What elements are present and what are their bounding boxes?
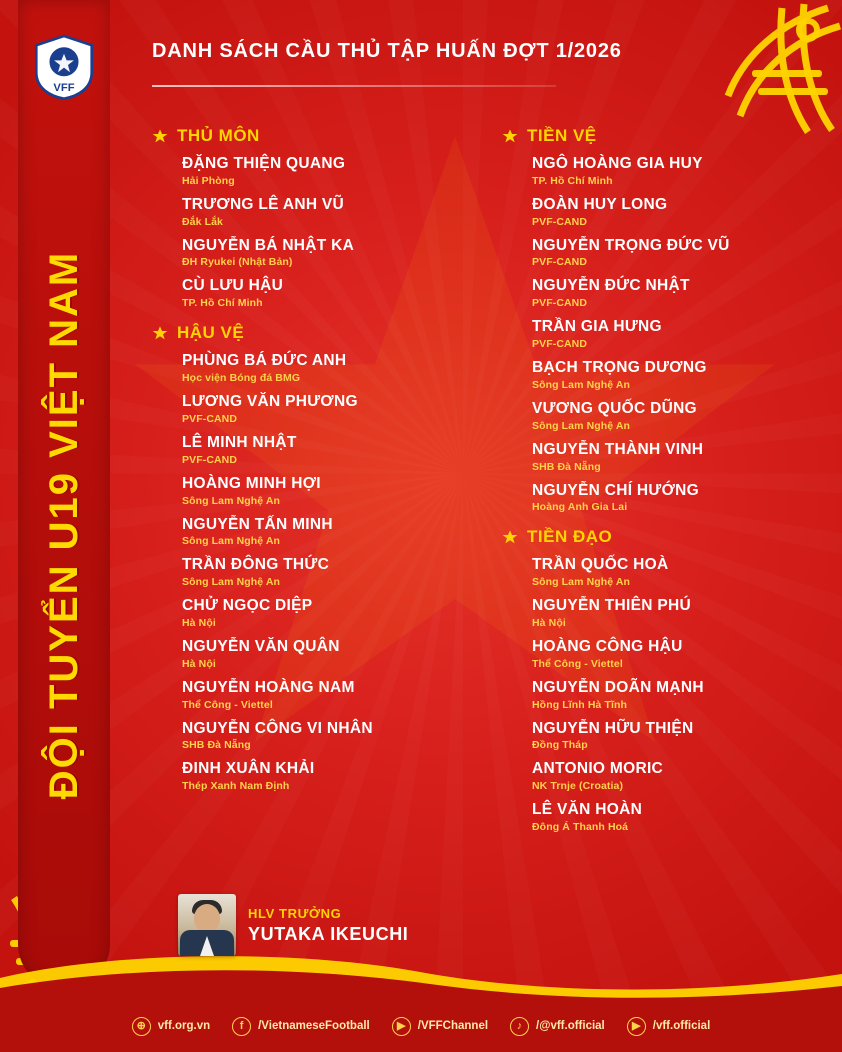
coach-role: HLV TRƯỞNG: [248, 905, 342, 921]
player-list: [152, 352, 452, 792]
globe-icon[interactable]: ⊕: [132, 1017, 151, 1036]
list-item: [182, 516, 452, 548]
footer-social-label: /VFFChannel: [417, 1020, 489, 1032]
player-name: TRẦN ĐÔNG THỨC: [182, 556, 330, 574]
list-item: [532, 277, 802, 309]
position-group-header: [502, 126, 802, 146]
footer-social-bar: [0, 1000, 842, 1052]
list-item: [532, 155, 802, 187]
player-name: NGUYỄN ĐỨC NHẬT: [532, 277, 690, 295]
player-name: LƯƠNG VĂN PHƯƠNG: [182, 393, 358, 411]
player-club: Sông Lam Nghệ An: [182, 535, 281, 548]
coach-avatar: [178, 894, 236, 956]
player-name: NGUYỄN DOÃN MẠNH: [532, 678, 704, 696]
youtube-icon[interactable]: ▶: [392, 1017, 411, 1036]
player-club: Hoàng Anh Gia Lai: [532, 501, 628, 514]
footer-social-item[interactable]: [510, 1017, 605, 1036]
list-item: [532, 441, 802, 473]
list-item: [182, 475, 452, 507]
player-name: NGUYỄN THIÊN PHÚ: [532, 597, 691, 615]
player-club: Đồng Tháp: [532, 739, 588, 752]
player-list: [152, 155, 452, 309]
column-right: [502, 126, 802, 847]
player-club: PVF-CAND: [532, 215, 588, 228]
avatar-head: [194, 904, 220, 932]
list-item: [532, 318, 802, 350]
player-club: Hồng Lĩnh Hà Tĩnh: [532, 698, 628, 711]
player-club: Đắk Lắk: [182, 215, 223, 228]
position-group-header: [152, 126, 452, 146]
vertical-team-title-text: ĐỘI TUYỂN U19 VIỆT NAM: [41, 250, 86, 800]
footer-social-label: vff.org.vn: [157, 1020, 211, 1032]
player-club: PVF-CAND: [532, 256, 588, 269]
player-name: NGUYỄN CHÍ HƯỚNG: [532, 481, 699, 499]
footer-social-item[interactable]: [392, 1017, 488, 1036]
column-left: [152, 126, 452, 847]
position-group: [502, 126, 802, 513]
player-club: SHB Đà Nẵng: [182, 739, 251, 752]
list-item: [182, 434, 452, 466]
list-item: [532, 359, 802, 391]
player-name: CÙ LƯU HẬU: [182, 277, 284, 295]
list-item: [532, 556, 802, 588]
player-name: NGUYỄN CÔNG VI NHÂN: [182, 719, 373, 737]
position-group-title: TIỀN ĐẠO: [527, 527, 613, 547]
list-item: [182, 720, 452, 752]
player-club: Hà Nội: [182, 616, 216, 629]
list-item: [182, 638, 452, 670]
player-name: HOÀNG MINH HỢI: [182, 474, 321, 492]
player-name: ANTONIO MORIC: [532, 760, 664, 778]
list-item: [182, 196, 452, 228]
list-item: [182, 760, 452, 792]
player-name: VƯƠNG QUỐC DŨNG: [532, 399, 697, 417]
player-club: Thép Xanh Nam Định: [182, 780, 290, 793]
player-name: ĐINH XUÂN KHẢI: [182, 760, 315, 778]
footer-social-label: /VietnameseFootball: [258, 1020, 370, 1032]
footer-social-label: /vff.official: [652, 1020, 711, 1032]
position-group-title: HẬU VỆ: [177, 323, 245, 343]
player-club: PVF-CAND: [182, 453, 238, 466]
player-name: ĐOÀN HUY LONG: [532, 195, 668, 213]
player-name: BẠCH TRỌNG DƯƠNG: [532, 359, 707, 377]
star-icon: [502, 529, 518, 545]
player-club: Sông Lam Nghệ An: [532, 576, 631, 589]
coach-name: YUTAKA IKEUCHI: [248, 923, 409, 944]
list-item: [532, 400, 802, 432]
footer-social-item[interactable]: [132, 1017, 210, 1036]
position-group: [502, 527, 802, 833]
player-name: NGUYỄN TẤN MINH: [182, 515, 333, 533]
player-name: CHỬ NGỌC DIỆP: [182, 597, 313, 615]
play-icon[interactable]: ▶: [627, 1017, 646, 1036]
list-item: [532, 679, 802, 711]
player-name: NGUYỄN THÀNH VINH: [532, 440, 704, 458]
star-icon: [152, 128, 168, 144]
player-club: Sông Lam Nghệ An: [532, 378, 631, 391]
head-coach-block: [178, 894, 408, 956]
list-item: [182, 237, 452, 269]
list-item: [532, 801, 802, 833]
player-club: Hải Phòng: [182, 174, 235, 187]
player-list: [502, 155, 802, 513]
player-name: HOÀNG CÔNG HẬU: [532, 637, 683, 655]
player-name: TRẦN GIA HƯNG: [532, 318, 662, 336]
player-club: Sông Lam Nghệ An: [532, 419, 631, 432]
player-club: SHB Đà Nẵng: [532, 460, 601, 473]
list-item: [182, 679, 452, 711]
player-name: LÊ MINH NHẬT: [182, 433, 297, 451]
player-club: TP. Hồ Chí Minh: [182, 297, 263, 310]
player-club: Thể Công - Viettel: [532, 657, 623, 670]
position-group-header: [152, 323, 452, 343]
list-item: [532, 196, 802, 228]
list-item: [182, 393, 452, 425]
list-item: [182, 155, 452, 187]
title-divider: [152, 85, 556, 87]
player-club: Sông Lam Nghệ An: [182, 576, 281, 589]
footer-social-item[interactable]: [627, 1017, 711, 1036]
player-name: LÊ VĂN HOÀN: [532, 801, 643, 819]
player-club: NK Trnje (Croatia): [532, 780, 624, 793]
position-group: [152, 126, 452, 309]
footer-social-item[interactable]: [232, 1017, 370, 1036]
player-name: NGÔ HOÀNG GIA HUY: [532, 155, 703, 172]
player-club: Sông Lam Nghệ An: [182, 494, 281, 507]
footer-wave: [0, 956, 842, 1000]
player-club: PVF-CAND: [182, 412, 238, 425]
player-name: TRƯƠNG LÊ ANH VŨ: [182, 195, 345, 213]
poster-header: [152, 40, 808, 87]
player-name: NGUYỄN HOÀNG NAM: [182, 678, 355, 696]
player-name: PHÙNG BÁ ĐỨC ANH: [182, 352, 347, 370]
player-list: [502, 556, 802, 833]
list-item: [182, 277, 452, 309]
star-icon: [152, 325, 168, 341]
list-item: [182, 597, 452, 629]
player-name: NGUYỄN TRỌNG ĐỨC VŨ: [532, 236, 730, 254]
left-title-band: [18, 0, 110, 1052]
list-item: [532, 638, 802, 670]
player-club: TP. Hồ Chí Minh: [532, 174, 613, 187]
vertical-team-title: [29, 115, 99, 935]
position-group-header: [502, 527, 802, 547]
list-item: [532, 720, 802, 752]
vff-logo: [31, 34, 97, 100]
player-club: PVF-CAND: [532, 338, 588, 351]
star-icon: [502, 128, 518, 144]
squad-columns: [152, 126, 814, 847]
player-club: Thể Công - Viettel: [182, 698, 273, 711]
player-club: Hà Nội: [182, 657, 216, 670]
list-item: [532, 482, 802, 514]
player-name: NGUYỄN BÁ NHẬT KA: [182, 236, 355, 254]
player-name: TRẦN QUỐC HOÀ: [532, 556, 669, 574]
list-item: [182, 352, 452, 384]
svg-text:VFF: VFF: [53, 81, 75, 94]
facebook-icon[interactable]: f: [232, 1017, 251, 1036]
player-name: NGUYỄN HỮU THIỆN: [532, 719, 694, 737]
position-group-title: THỦ MÔN: [177, 126, 260, 145]
player-name: ĐẶNG THIỆN QUANG: [182, 155, 346, 172]
footer-social-label: /@vff.official: [536, 1020, 605, 1032]
list-item: [532, 237, 802, 269]
list-item: [532, 597, 802, 629]
position-group-title: TIỀN VỆ: [527, 126, 597, 145]
position-group: [152, 323, 452, 792]
player-club: Đông Á Thanh Hoá: [532, 821, 629, 833]
page-title: DANH SÁCH CẦU THỦ TẬP HUẤN ĐỢT 1/2026: [152, 40, 622, 62]
player-club: Học viện Bóng đá BMG: [182, 372, 301, 385]
list-item: [182, 556, 452, 588]
player-name: NGUYỄN VĂN QUÂN: [182, 637, 340, 655]
list-item: [532, 760, 802, 792]
tiktok-icon[interactable]: ♪: [510, 1017, 529, 1036]
player-club: PVF-CAND: [532, 297, 588, 310]
player-club: Hà Nội: [532, 616, 566, 629]
player-club: ĐH Ryukei (Nhật Bản): [182, 256, 293, 269]
